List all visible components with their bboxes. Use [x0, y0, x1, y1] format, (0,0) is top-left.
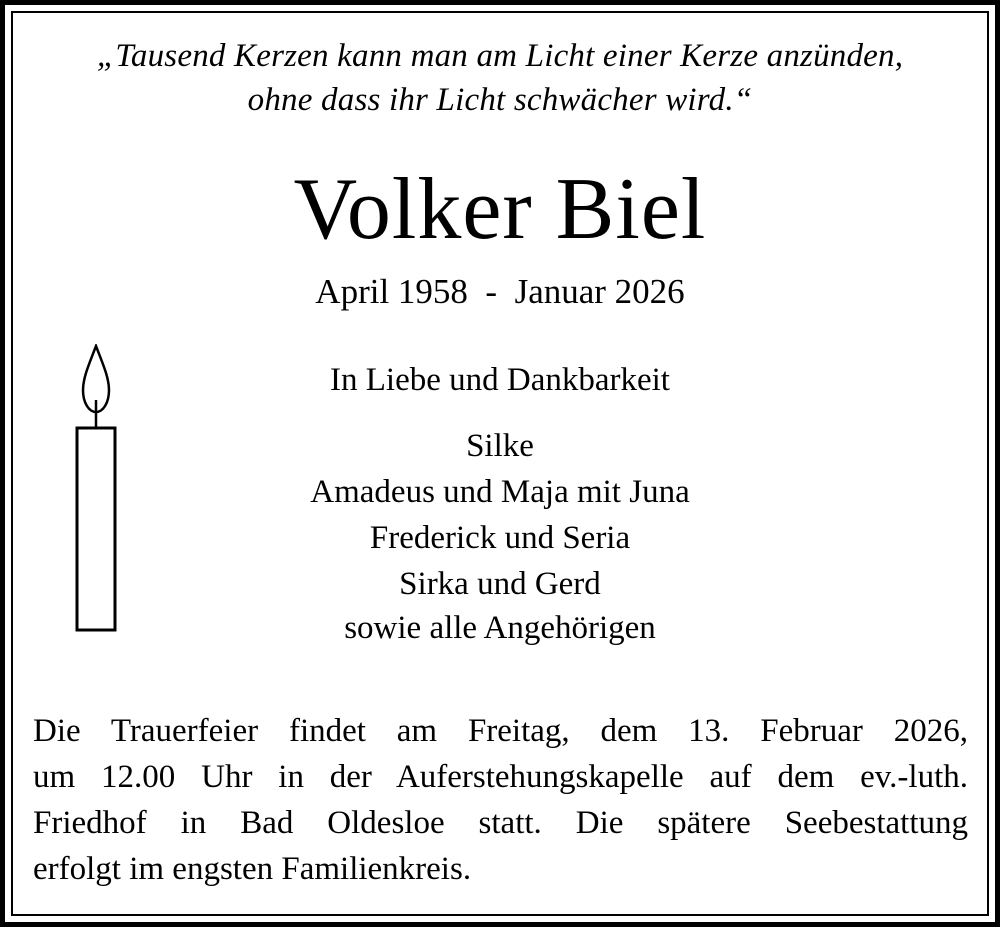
quote-line-2: ohne dass ihr Licht schwächer wird.“ [247, 82, 753, 118]
mourner-name: Frederick und Seria [369, 520, 631, 556]
deceased-name: Volker Biel [293, 161, 707, 258]
dedication-text: In Liebe und Dankbarkeit [330, 362, 670, 398]
quote-line-1: „Tausend Kerzen kann man am Licht einer Kerze anzünden, [96, 38, 904, 74]
mourner-name: Silke [466, 428, 534, 464]
mourner-name: sowie alle Angehörigen [344, 610, 656, 646]
notice-line: Friedhof in Bad Oldesloe statt. Die spätere Seebestattung [33, 805, 968, 841]
notice-line: Die Trauerfeier findet am Freitag, dem 13. Februar 2026, [33, 713, 968, 749]
funeral-notice [33, 708, 968, 892]
mourner-name: Amadeus und Maja mit Juna [310, 474, 690, 510]
mourner-name: Sirka und Gerd [399, 566, 601, 602]
notice-line: um 12.00 Uhr in der Auferstehungskapelle auf dem ev.-luth. [33, 759, 968, 795]
life-dates: April 1958 - Januar 2026 [315, 272, 685, 311]
notice-line: erfolgt im engsten Familienkreis. [33, 851, 472, 887]
